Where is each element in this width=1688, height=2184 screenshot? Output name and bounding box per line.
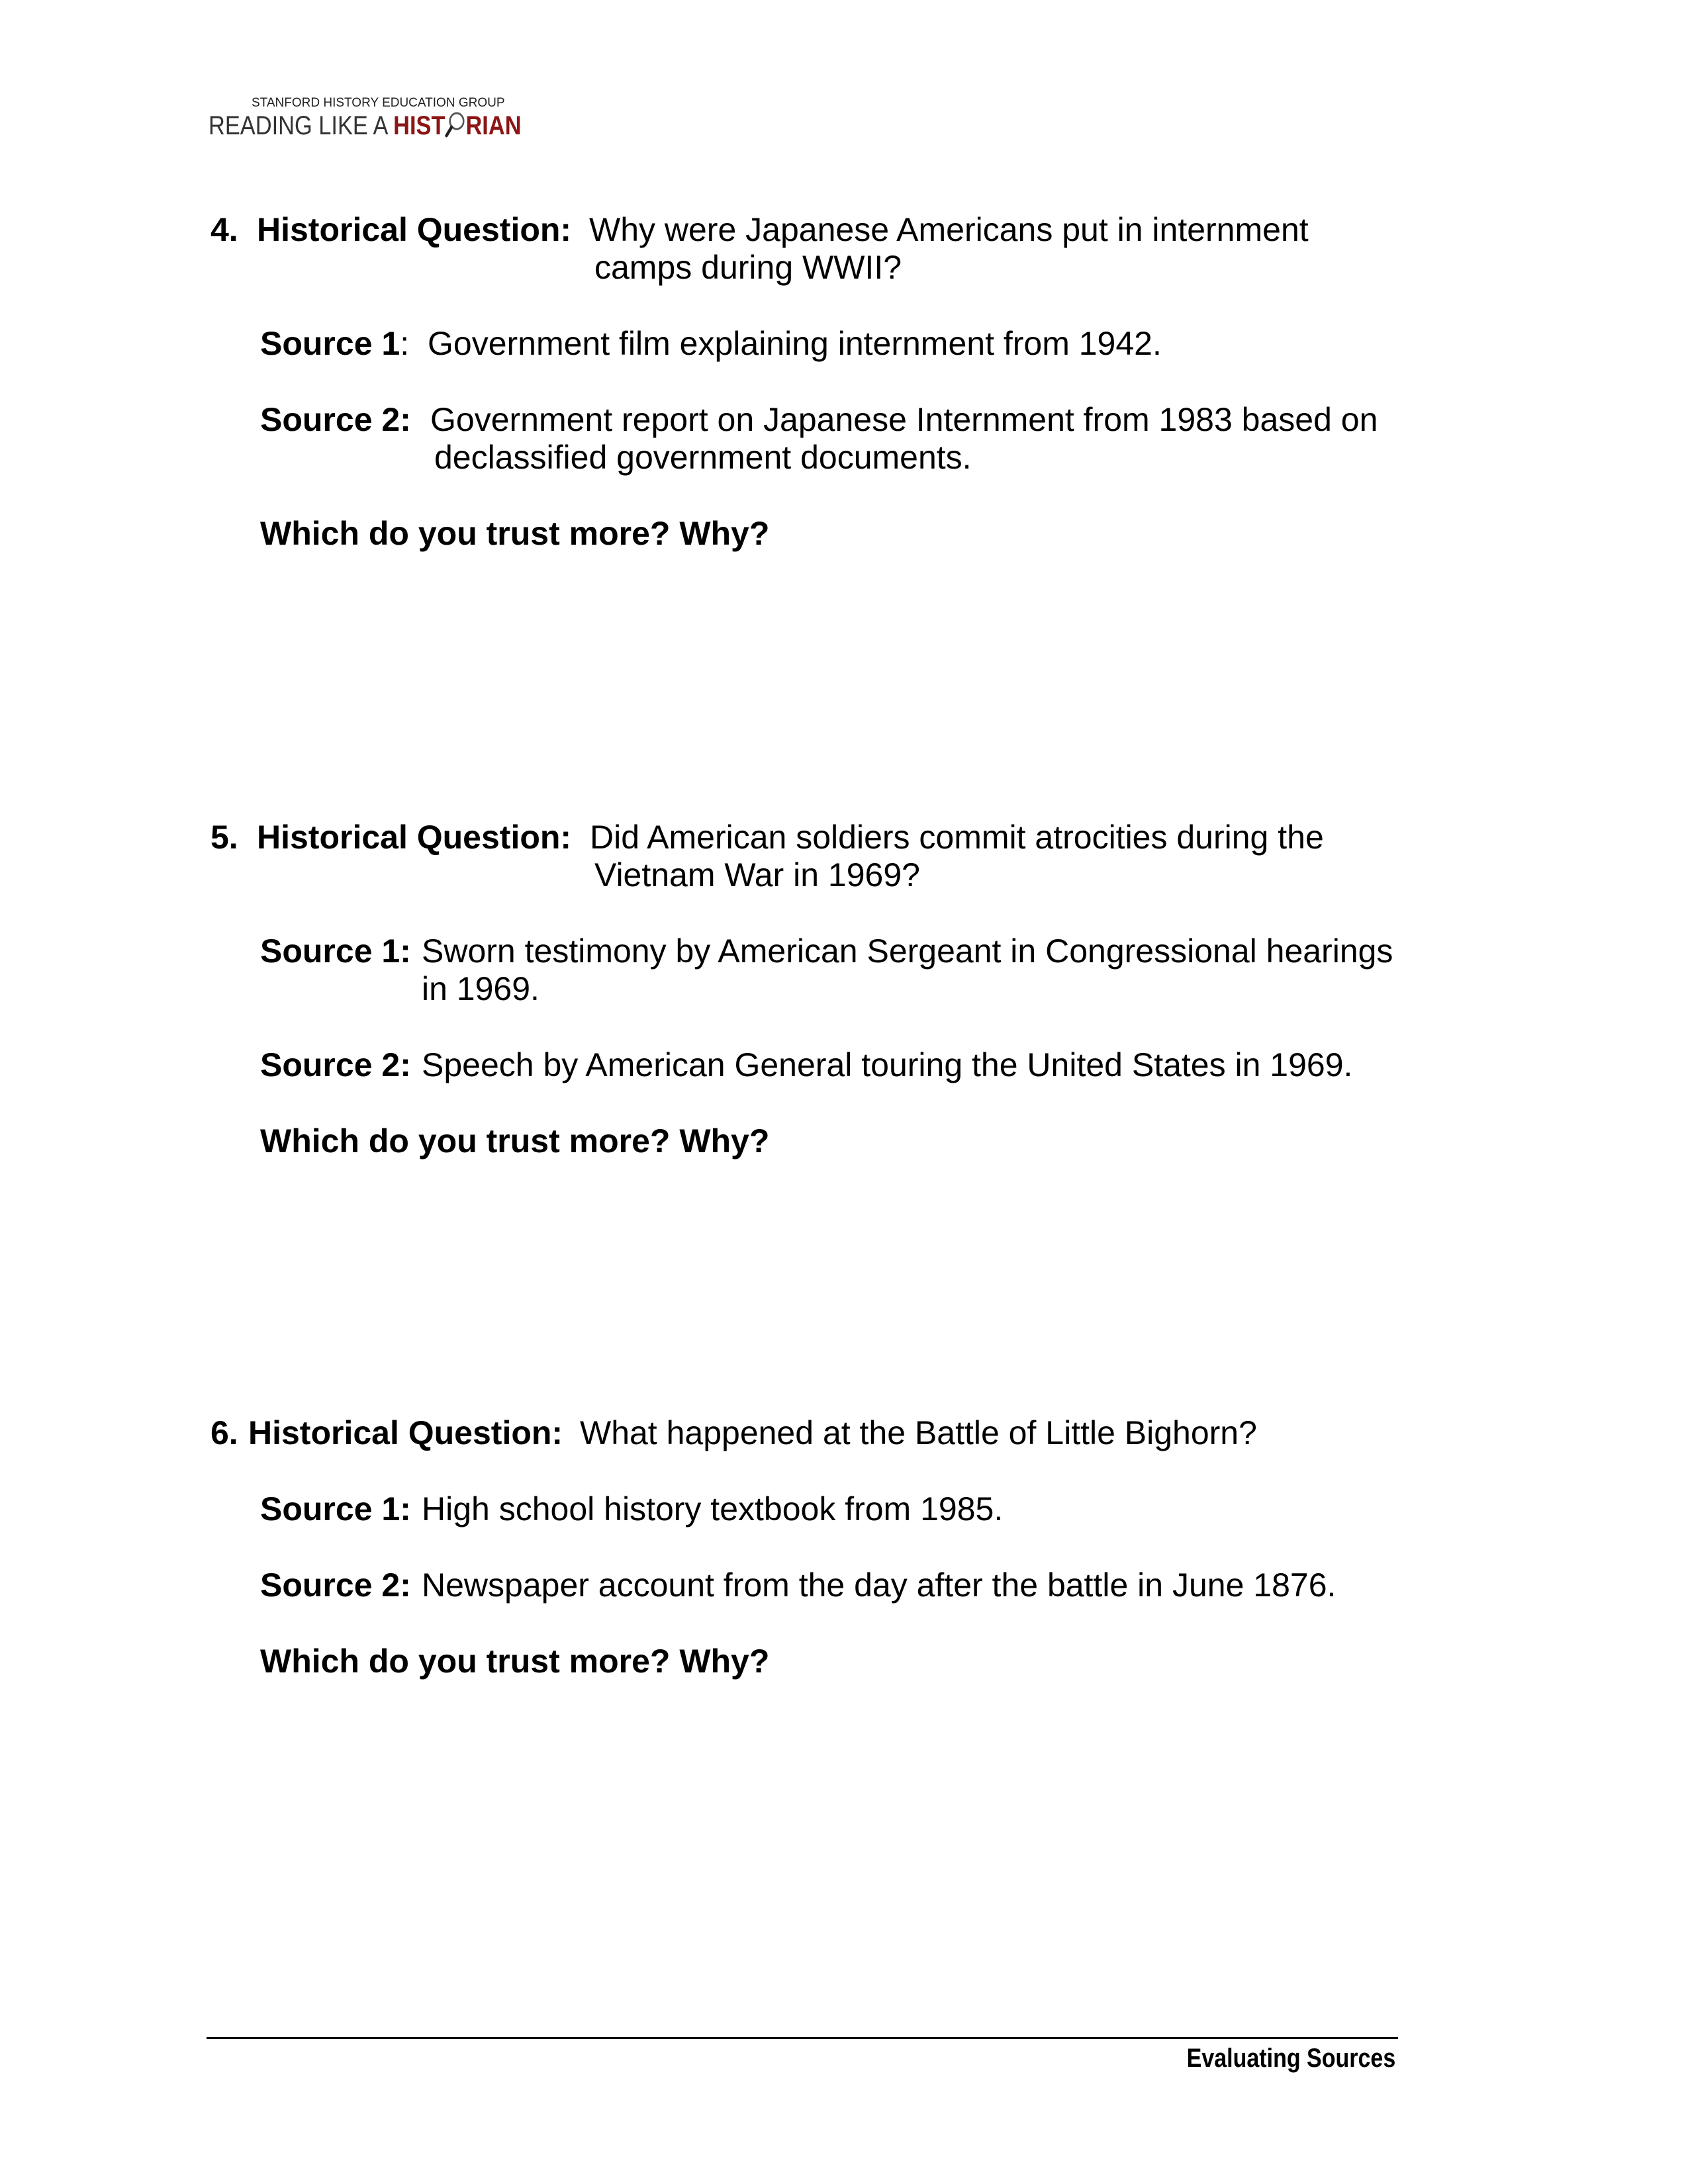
source-2-text: Newspaper account from the day after the battle in June 1876. [422,1567,1336,1604]
source-1-text: High school history textbook from 1985. [422,1490,1004,1527]
logo-title [209,109,522,141]
logo-title-prefix: READING LIKE A [209,111,394,140]
footer-divider [207,2037,1398,2039]
source-1 [260,324,409,363]
question-text-line1: Did American soldiers commit atrocities during the [590,819,1324,856]
shEG-logo [209,96,526,149]
source-2-text-line1: Government report on Japanese Internment from 1983 based on [430,401,1378,438]
logo-org-name: STANFORD HISTORY EDUCATION GROUP [252,96,505,110]
trust-prompt: Which do you trust more? Why? [260,515,770,552]
question-text-line1: What happened at the Battle of Little Bighorn? [580,1414,1257,1451]
source-1-text: Government film explaining internment from 1942. [428,325,1162,362]
trust-prompt: Which do you trust more? Why? [260,1122,770,1160]
source-1-label: Source 1: [260,933,411,970]
source-2-label: Source 2: [260,1046,411,1083]
question-number: 4. [211,211,238,248]
question-label: Historical Question: [257,819,572,856]
source-2-label: Source 2: [260,401,411,438]
source-1-text-line1: Sworn testimony by American Sergeant in Congressional hearings [422,933,1393,970]
trust-prompt: Which do you trust more? Why? [260,1643,770,1680]
footer-label: Evaluating Sources [1186,2044,1395,2073]
logo-title-hist-a: HIST [393,111,445,140]
magnifying-glass-icon [444,109,467,136]
question-label: Historical Question: [248,1414,563,1451]
question-text-line2: camps during WWII? [594,249,902,286]
logo-title-hist-b: RIAN [465,111,522,140]
question-number: 6. [211,1414,238,1451]
question-number: 5. [211,819,238,856]
source-2-text: Speech by American General touring the United States in 1969. [422,1046,1353,1083]
source-1-colon: : [400,325,410,362]
source-1-label: Source 1 [260,325,400,362]
source-2-label: Source 2: [260,1567,411,1604]
source-1-text-line2: in 1969. [422,970,539,1007]
source-2-text-line2: declassified government documents. [434,439,972,476]
source-1-label: Source 1: [260,1490,411,1527]
question-label: Historical Question: [257,211,572,248]
question-text-line1: Why were Japanese Americans put in internment [589,211,1309,248]
question-text-line2: Vietnam War in 1969? [594,856,920,893]
